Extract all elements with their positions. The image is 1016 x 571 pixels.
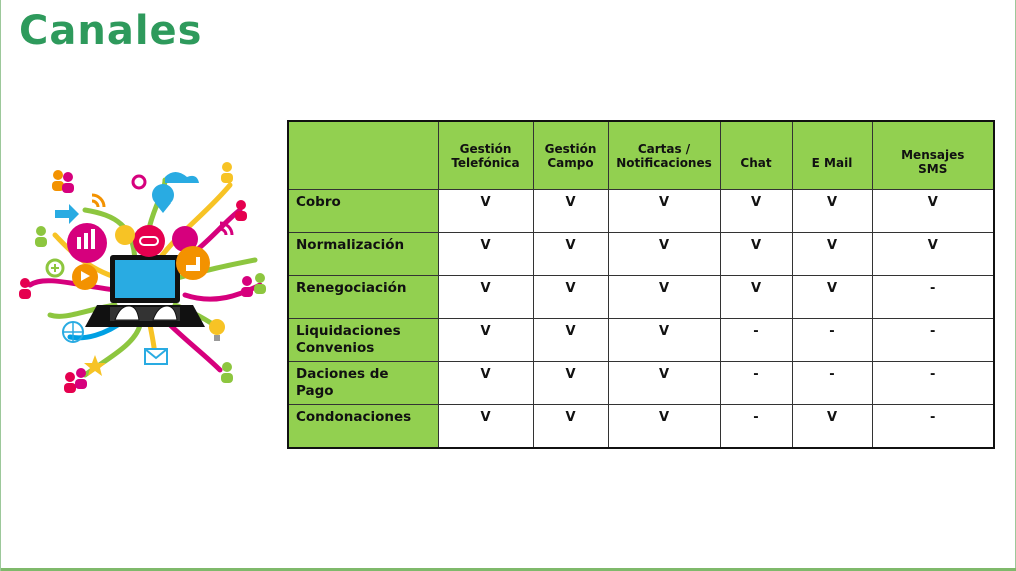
table-cell: - — [720, 362, 792, 405]
channels-table — [287, 120, 995, 449]
corner-header-cell — [288, 121, 438, 190]
column-header-sms: Mensajes SMS — [872, 121, 994, 190]
table-cell: - — [792, 319, 872, 362]
table-cell: - — [720, 319, 792, 362]
table-cell: - — [872, 405, 994, 448]
table-header-row — [288, 121, 994, 190]
table-cell: - — [872, 276, 994, 319]
column-header-email: E Mail — [792, 121, 872, 190]
table-row — [288, 190, 994, 233]
table-cell: V — [438, 319, 533, 362]
row-label-condonaciones: Condonaciones — [288, 405, 438, 448]
table-row — [288, 276, 994, 319]
row-label-liquidaciones-convenios: Liquidaciones Convenios — [288, 319, 438, 362]
table-cell: V — [438, 405, 533, 448]
row-label-cobro: Cobro — [288, 190, 438, 233]
table-cell: - — [720, 405, 792, 448]
table-cell: V — [608, 276, 720, 319]
table-cell: V — [533, 319, 608, 362]
table-cell: V — [533, 276, 608, 319]
table-cell: V — [792, 190, 872, 233]
table-row — [288, 233, 994, 276]
column-header-chat: Chat — [720, 121, 792, 190]
table-cell: V — [438, 276, 533, 319]
table-cell: V — [533, 190, 608, 233]
row-label-renegociacion: Renegociación — [288, 276, 438, 319]
table-cell: V — [720, 276, 792, 319]
table-cell: V — [720, 233, 792, 276]
table-cell: - — [792, 362, 872, 405]
connected-laptop-illustration-icon — [15, 155, 277, 400]
page-title: Canales — [19, 8, 203, 54]
table-cell: V — [792, 233, 872, 276]
column-header-cartas: Cartas / Notificaciones — [608, 121, 720, 190]
table-cell: V — [438, 233, 533, 276]
table-cell: V — [533, 405, 608, 448]
table-row — [288, 362, 994, 405]
table-cell: V — [872, 190, 994, 233]
table-cell: V — [608, 233, 720, 276]
table-cell: V — [792, 405, 872, 448]
column-header-gestion-telefonica: Gestión Telefónica — [438, 121, 533, 190]
table-row — [288, 319, 994, 362]
table-cell: V — [720, 190, 792, 233]
table-cell: V — [608, 319, 720, 362]
row-label-normalizacion: Normalización — [288, 233, 438, 276]
table-cell: V — [608, 190, 720, 233]
table-cell: V — [533, 233, 608, 276]
row-label-daciones-de-pago: Daciones de Pago — [288, 362, 438, 405]
table-cell: - — [872, 362, 994, 405]
table-cell: V — [438, 362, 533, 405]
table-cell: V — [792, 276, 872, 319]
table-row — [288, 405, 994, 448]
table-cell: V — [438, 190, 533, 233]
table-cell: V — [872, 233, 994, 276]
table-cell: - — [872, 319, 994, 362]
column-header-gestion-campo: Gestión Campo — [533, 121, 608, 190]
table-cell: V — [608, 362, 720, 405]
table-cell: V — [608, 405, 720, 448]
table-cell: V — [533, 362, 608, 405]
